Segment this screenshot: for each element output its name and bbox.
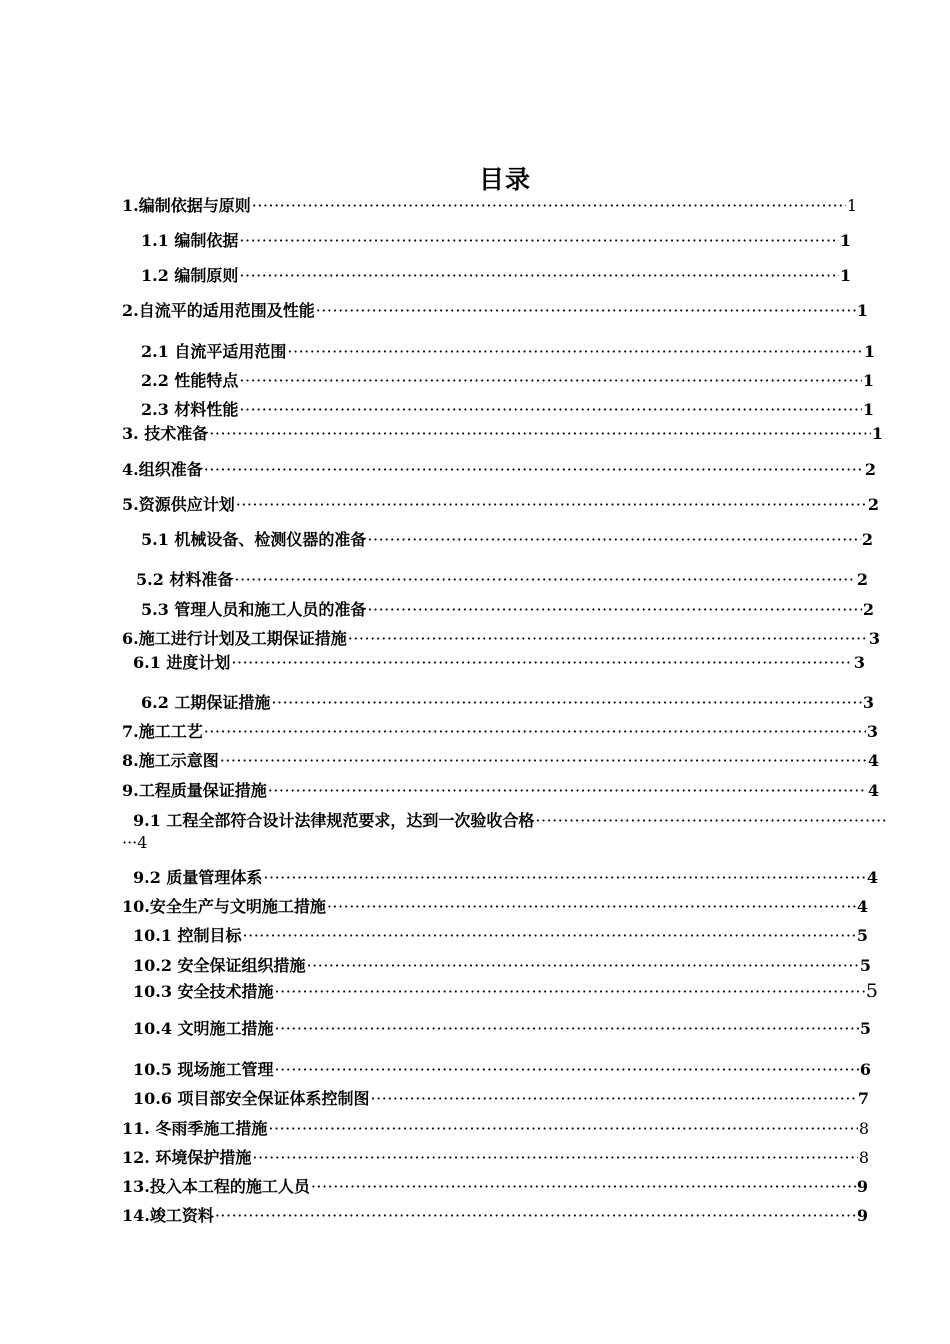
toc-page-number: 3 xyxy=(866,722,878,741)
toc-label: 1.2 编制原则 xyxy=(141,266,239,285)
toc-entry xyxy=(133,1086,869,1108)
toc-entry xyxy=(122,1174,868,1196)
toc-entry xyxy=(133,979,878,1001)
toc-leader xyxy=(327,897,856,916)
toc-entry xyxy=(122,778,879,800)
toc-label: 1.编制依据与原则 xyxy=(122,196,251,215)
toc-entry xyxy=(141,263,851,285)
toc-page-number: 1 xyxy=(839,231,851,250)
toc-page-number: 3 xyxy=(862,693,874,712)
toc-leader xyxy=(204,460,864,479)
toc-label: 5.1 机械设备、检测仪器的准备 xyxy=(141,530,367,549)
toc-page-number: 5 xyxy=(859,956,871,975)
toc-label: 2.2 性能特点 xyxy=(141,371,239,390)
toc-page-number: 8 xyxy=(858,1148,869,1167)
toc-page-number: 9 xyxy=(856,1206,868,1225)
toc-page-number: 1 xyxy=(863,342,875,361)
toc-entry xyxy=(122,1116,869,1138)
toc-entry xyxy=(133,1016,871,1038)
toc-label: 4.组织准备 xyxy=(122,460,203,479)
toc-leader xyxy=(367,530,860,549)
toc-leader xyxy=(239,400,861,419)
toc-page-number: 4 xyxy=(866,868,878,887)
toc-label: 10.2 安全保证组织措施 xyxy=(133,956,306,975)
toc-entry xyxy=(122,894,868,916)
toc-label: 9.1 工程全部符合设计法律规范要求，达到一次验收合格 xyxy=(133,811,535,830)
toc-leader xyxy=(231,653,852,672)
toc-page-number: 7 xyxy=(857,1089,869,1108)
toc-leader xyxy=(275,982,865,1001)
toc-page-number: 1 xyxy=(862,400,874,419)
toc-label: 6.2 工期保证措施 xyxy=(141,693,271,712)
toc-page-number: 5 xyxy=(856,926,868,945)
toc-leader xyxy=(239,266,838,285)
toc-entry xyxy=(122,719,878,741)
toc-label: 2.3 材料性能 xyxy=(141,400,239,419)
toc-leader xyxy=(204,722,866,741)
toc-label: 9.工程质量保证措施 xyxy=(122,781,267,800)
toc-entry xyxy=(122,492,879,514)
toc-page-number: 1 xyxy=(862,371,874,390)
toc-leader xyxy=(268,1119,857,1138)
toc-page-number: 2 xyxy=(867,495,879,514)
toc-entry xyxy=(136,567,868,589)
toc-label: 5.资源供应计划 xyxy=(122,495,235,514)
toc-leader xyxy=(236,495,867,514)
toc-entry xyxy=(122,421,883,443)
toc-leader xyxy=(243,926,856,945)
toc-leader xyxy=(215,1206,856,1225)
toc-entry xyxy=(141,339,875,361)
toc-label: 10.3 安全技术措施 xyxy=(133,982,274,1001)
toc-label: 10.6 项目部安全保证体系控制图 xyxy=(133,1089,370,1108)
toc-leader xyxy=(348,629,868,648)
toc-leader xyxy=(268,781,867,800)
toc-label: 13.投入本工程的施工人员 xyxy=(122,1177,310,1196)
toc-entry xyxy=(122,1145,869,1167)
toc-leader xyxy=(367,600,861,619)
toc-page-number: 3 xyxy=(868,629,880,648)
toc-entry xyxy=(141,690,874,712)
toc-page-number: 6 xyxy=(859,1060,871,1079)
toc-page-number: 5 xyxy=(865,980,878,1002)
toc-label: 6.1 进度计划 xyxy=(133,653,231,672)
toc-page-number: 8 xyxy=(858,1119,869,1138)
toc-wrap-continuation: ···4 xyxy=(122,833,148,852)
toc-label: 11. 冬雨季施工措施 xyxy=(122,1119,268,1138)
toc-leader xyxy=(252,196,846,215)
toc-entry xyxy=(133,923,868,945)
toc-label: 10.4 文明施工措施 xyxy=(133,1019,274,1038)
page-title: 目录 xyxy=(478,165,531,194)
toc-label: 5.3 管理人员和施工人员的准备 xyxy=(141,600,367,619)
toc-label: 8.施工示意图 xyxy=(122,751,219,770)
toc-page-number: 4 xyxy=(867,751,879,770)
toc-leader xyxy=(535,811,889,830)
toc-entry xyxy=(133,808,890,830)
toc-page-number: 1 xyxy=(871,424,883,443)
toc-page-number: 2 xyxy=(856,570,868,589)
toc-entry xyxy=(122,193,857,215)
toc-label: 3. 技术准备 xyxy=(122,424,209,443)
toc-leader xyxy=(371,1089,857,1108)
toc-leader xyxy=(252,1148,857,1167)
toc-entry xyxy=(141,527,873,549)
toc-entry xyxy=(133,650,865,672)
toc-entry xyxy=(122,626,880,648)
toc-leader xyxy=(209,424,871,443)
toc-label: 7.施工工艺 xyxy=(122,722,203,741)
toc-leader xyxy=(316,301,856,320)
toc-label: 10.5 现场施工管理 xyxy=(133,1060,274,1079)
toc-entry xyxy=(141,597,874,619)
toc-entry xyxy=(122,1203,868,1225)
toc-leader xyxy=(275,1060,859,1079)
toc-leader xyxy=(239,371,861,390)
toc-label: 12. 环境保护措施 xyxy=(122,1148,252,1167)
toc-leader xyxy=(307,956,859,975)
toc-leader xyxy=(271,693,861,712)
toc-entry xyxy=(133,1057,871,1079)
toc-label: 1.1 编制依据 xyxy=(141,231,239,250)
toc-leader xyxy=(263,868,865,887)
toc-page-number: 4 xyxy=(867,781,879,800)
toc-page-number: 2 xyxy=(861,530,873,549)
toc-leader xyxy=(275,1019,859,1038)
toc-label: 2.1 自流平适用范围 xyxy=(141,342,287,361)
toc-entry xyxy=(133,953,871,975)
toc-label: 2.自流平的适用范围及性能 xyxy=(122,301,315,320)
toc-label: 9.2 质量管理体系 xyxy=(133,868,263,887)
toc-leader xyxy=(220,751,867,770)
toc-entry xyxy=(141,228,851,250)
toc-leader xyxy=(311,1177,856,1196)
toc-page-number: 2 xyxy=(864,460,876,479)
toc-label: 10.1 控制目标 xyxy=(133,926,242,945)
toc-entry xyxy=(133,865,878,887)
toc-leader xyxy=(287,342,862,361)
toc-entry xyxy=(141,368,874,390)
toc-label: 5.2 材料准备 xyxy=(136,570,234,589)
toc-page-number: 2 xyxy=(862,600,874,619)
toc-label: 14.竣工资料 xyxy=(122,1206,214,1225)
toc-leader xyxy=(234,570,855,589)
toc-page-number: 1 xyxy=(856,301,868,320)
toc-leader xyxy=(239,231,838,250)
toc-page-number: 9 xyxy=(856,1177,868,1196)
toc-entry xyxy=(122,298,868,320)
toc-page-number: 1 xyxy=(839,266,851,285)
toc-page-number: 1 xyxy=(846,196,857,215)
toc-label: 6.施工进行计划及工期保证措施 xyxy=(122,629,347,648)
toc-label: 10.安全生产与文明施工措施 xyxy=(122,897,326,916)
toc-page-number: 5 xyxy=(859,1019,871,1038)
toc-page-number: 4 xyxy=(856,897,868,916)
toc-entry xyxy=(141,397,874,419)
toc-page-number: 3 xyxy=(853,653,865,672)
toc-entry xyxy=(122,457,876,479)
toc-entry xyxy=(122,748,879,770)
